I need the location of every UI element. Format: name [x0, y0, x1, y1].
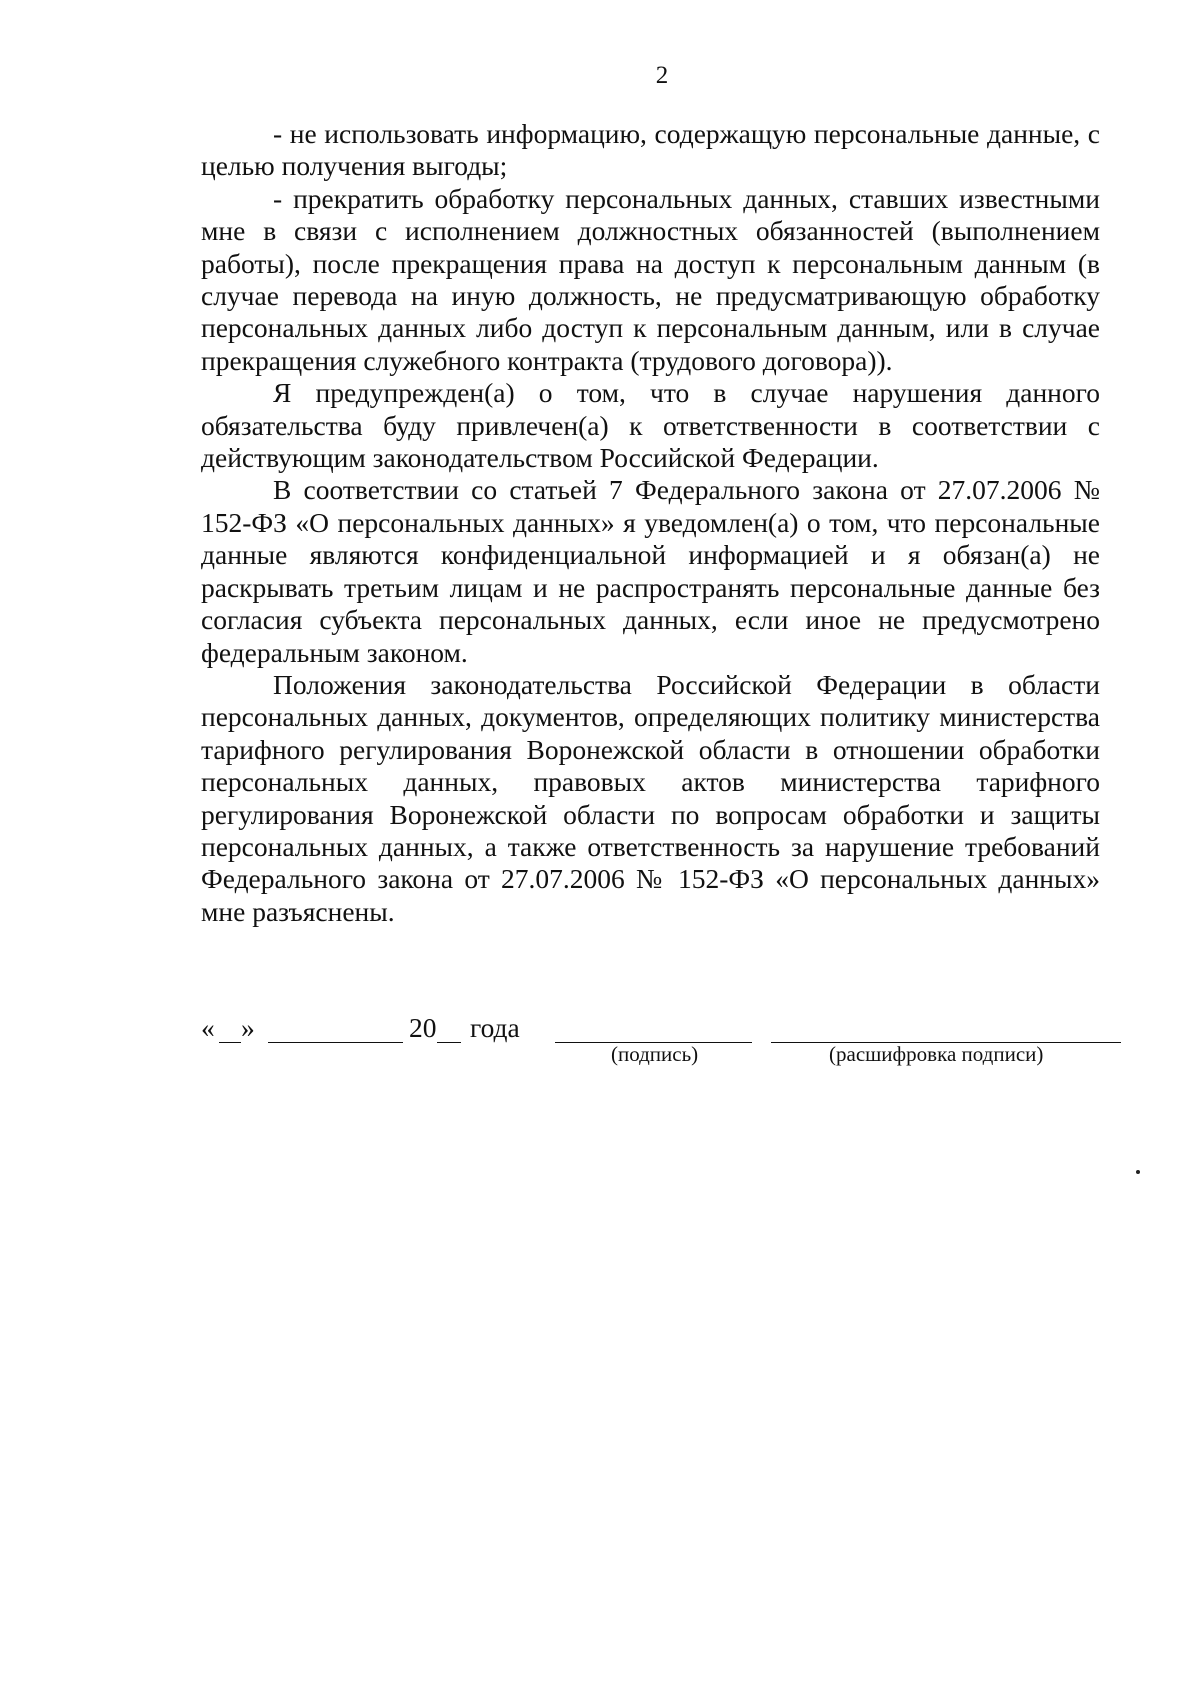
date-quote-close: » [241, 1012, 255, 1043]
paragraph-stop-processing: - прекратить обработку персональных данных, ставших известными мне в связи с исполнением должностных обязанностей (выполнением работы), после прекращения права на доступ к персональным данным (в случае перевода на иную должность, не предусматривающую обработку персональных данных либо доступ к персональным данным, или в случае прекращения служебного контракта (трудового договора)). [201, 182, 1100, 376]
day-blank-line[interactable] [219, 1042, 241, 1043]
page-number: 2 [655, 62, 669, 89]
paragraph-warning-liability: Я предупрежден(а) о том, что в случае нарушения данного обязательства буду привлечен(а) к ответственности в соответствии с действующим законодательством Российской Федерации. [201, 377, 1100, 474]
year-blank-line[interactable] [437, 1042, 461, 1043]
month-blank-line[interactable] [268, 1042, 403, 1043]
scan-speck [1136, 1170, 1140, 1174]
paragraph-confidentiality-notice: В соответствии со статьей 7 Федерального закона от 27.07.2006 № 152-ФЗ «О персональных данных» я уведомлен(а) о том, что персональные данные являются конфиденциальной информацией и я обязан(а) не раскрывать третьим лицам и не распространять персональные данные без согласия субъекта персональных данных, если иное не предусмотрено федеральным законом. [201, 474, 1100, 668]
paragraph-no-benefit: - не использовать информацию, содержащую персональные данные, с целью получения выгоды; [201, 118, 1100, 182]
document-body [201, 118, 1100, 928]
date-quote-open: « [201, 1012, 215, 1043]
signature-caption: (подпись) [611, 1042, 699, 1066]
paragraph-provisions-explained: Положения законодательства Российской Федерации в области персональных данных, документов, определяющих политику министерства тарифного регулирования Воронежской области в отношении обработки персональных данных, правовых актов министерства тарифного регулирования Воронежской области по вопросам обработки и защиты персональных данных, а также ответственность за нарушение требований Федерального закона от 27.07.2006 № 152-ФЗ «О персональных данных» мне разъяснены. [201, 668, 1100, 927]
signature-decoding-caption: (расшифровка подписи) [829, 1042, 1044, 1066]
year-word: года [470, 1012, 520, 1043]
year-prefix: 20 [409, 1012, 437, 1043]
